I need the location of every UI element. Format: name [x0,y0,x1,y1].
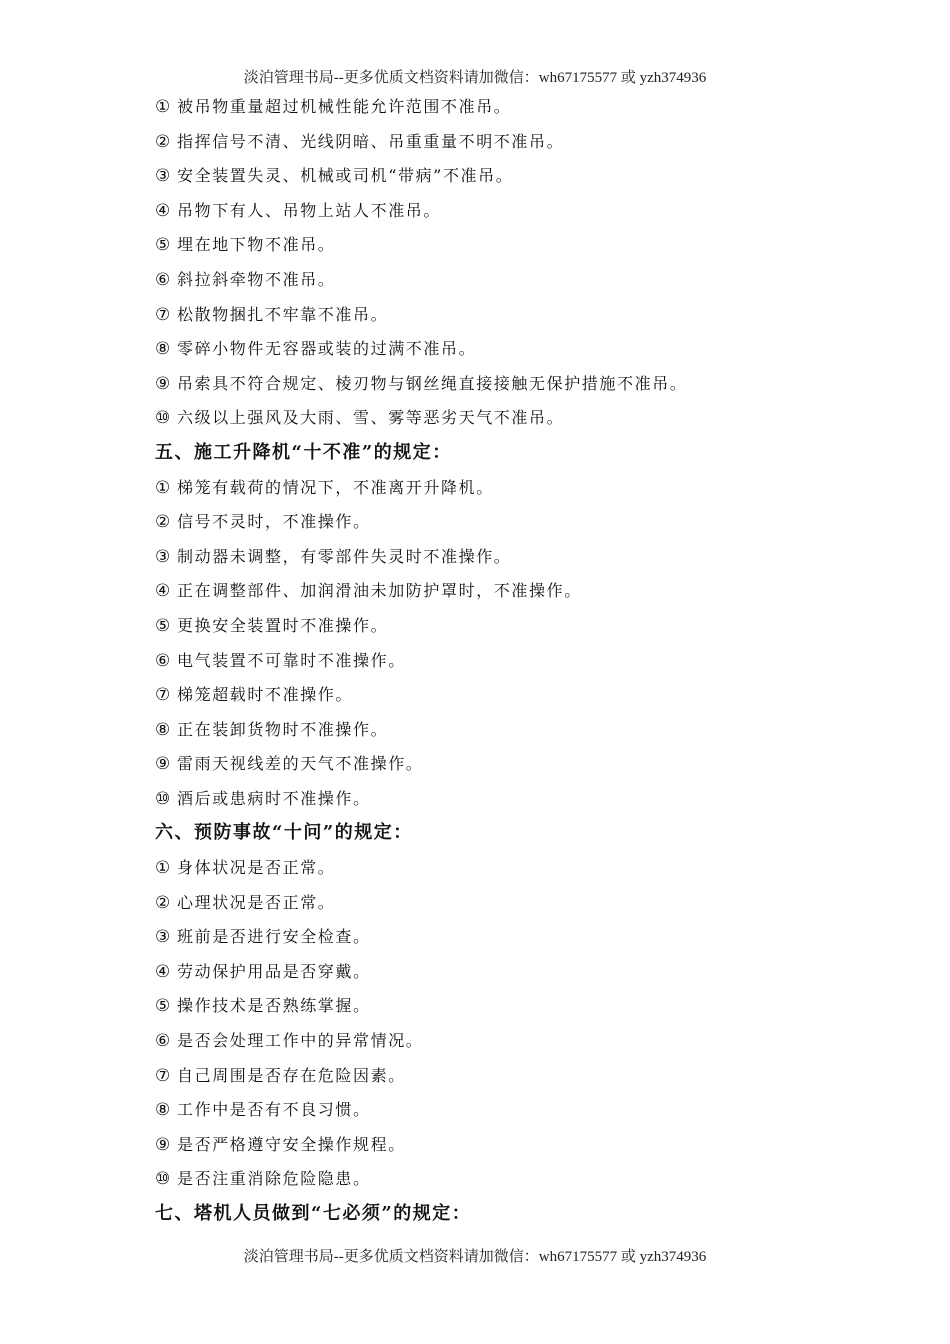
list-item [155,886,795,921]
item-text: 操作技术是否熟练掌握。 [177,996,371,1016]
item-text: 正在调整部件、加润滑油未加防护罩时，不准操作。 [177,581,582,601]
item-text: 吊物下有人、吊物上站人不准吊。 [177,200,442,220]
item-text: 班前是否进行安全检查。 [177,927,371,947]
item-text: 雷雨天视线差的天气不准操作。 [177,754,424,774]
list-item [155,332,795,367]
list-item [155,540,795,575]
item-text: 斜拉斜牵物不准吊。 [177,269,336,289]
item-number: ④ [155,581,171,602]
item-number: ⑤ [155,996,171,1017]
item-text: 指挥信号不清、光线阴暗、吊重重量不明不准吊。 [177,131,565,151]
item-number: ⑩ [155,788,171,809]
item-number: ③ [155,546,171,567]
section-6-heading: 六、预防事故“十问”的规定： [155,822,413,844]
item-text: 是否注重消除危险隐患。 [177,1169,371,1189]
item-text: 心理状况是否正常。 [177,892,336,912]
page-footer-watermark: 淡泊管理书局--更多优质文档资料请加微信：wh67175577 或 yzh374936 [243,1249,707,1265]
item-number: ⑩ [155,408,171,429]
item-text: 是否严格遵守安全操作规程。 [177,1134,406,1154]
list-item [155,851,795,886]
document-body [155,90,795,1232]
item-text: 安全装置失灵、机械或司机“带病”不准吊。 [177,166,514,186]
item-number: ② [155,512,171,533]
list-item [155,263,795,298]
list-item [155,505,795,540]
item-text: 是否会处理工作中的异常情况。 [177,1031,424,1051]
item-text: 酒后或患病时不准操作。 [177,788,371,808]
list-item [155,574,795,609]
item-number: ① [155,858,171,879]
item-text: 身体状况是否正常。 [177,858,336,878]
section-5-list [155,471,795,817]
item-number: ⑨ [155,1134,171,1155]
section-4-list [155,90,795,436]
list-item [155,955,795,990]
item-text: 梯笼超载时不准操作。 [177,685,354,705]
item-number: ① [155,477,171,498]
list-item [155,471,795,506]
page-header-watermark: 淡泊管理书局--更多优质文档资料请加微信：wh67175577 或 yzh374936 [243,70,707,86]
item-number: ⑤ [155,235,171,256]
item-text: 电气装置不可靠时不准操作。 [177,650,406,670]
list-item [155,298,795,333]
item-text: 梯笼有载荷的情况下，不准离开升降机。 [177,477,494,497]
item-number: ⑦ [155,1065,171,1086]
item-text: 正在装卸货物时不准操作。 [177,719,389,739]
list-item [155,678,795,713]
item-number: ⑥ [155,1031,171,1052]
item-number: ⑦ [155,304,171,325]
item-text: 被吊物重量超过机械性能允许范围不准吊。 [177,97,512,116]
item-number: ⑨ [155,373,171,394]
item-number: ⑨ [155,754,171,775]
item-text: 吊索具不符合规定、棱刃物与钢丝绳直接接触无保护措施不准吊。 [177,373,688,393]
item-number: ⑧ [155,1100,171,1121]
list-item [155,367,795,402]
list-item [155,1093,795,1128]
section-7-heading: 七、塔机人员做到“七必须”的规定： [155,1203,472,1224]
list-item [155,401,795,436]
item-text: 劳动保护用品是否穿戴。 [177,961,371,981]
item-text: 六级以上强风及大雨、雪、雾等恶劣天气不准吊。 [177,408,565,428]
list-item [155,747,795,782]
item-number: ⑤ [155,615,171,636]
item-number: ③ [155,166,171,187]
list-item [155,90,795,125]
item-number: ③ [155,927,171,948]
list-item [155,713,795,748]
item-text: 松散物捆扎不牢靠不准吊。 [177,304,389,324]
list-item [155,228,795,263]
item-number: ⑥ [155,269,171,290]
item-text: 工作中是否有不良习惯。 [177,1100,371,1120]
item-number: ⑦ [155,685,171,706]
item-number: ⑧ [155,719,171,740]
section-6-list [155,851,795,1197]
list-item [155,1128,795,1163]
item-text: 更换安全装置时不准操作。 [177,615,389,635]
list-item [155,989,795,1024]
section-5-heading: 五、施工升降机“十不准”的规定： [155,441,452,463]
item-number: ② [155,131,171,152]
list-item [155,782,795,817]
list-item [155,194,795,229]
item-text: 自己周围是否存在危险因素。 [177,1065,406,1085]
list-item [155,644,795,679]
item-number: ⑧ [155,339,171,360]
list-item [155,920,795,955]
item-number: ④ [155,200,171,221]
list-item [155,159,795,194]
item-number: ⑩ [155,1169,171,1190]
item-text: 信号不灵时，不准操作。 [177,512,371,532]
item-number: ② [155,892,171,913]
list-item [155,1162,795,1197]
item-text: 埋在地下物不准吊。 [177,235,336,255]
item-text: 制动器未调整，有零部件失灵时不准操作。 [177,546,512,566]
item-number: ① [155,97,171,117]
item-text: 零碎小物件无容器或装的过满不准吊。 [177,339,477,359]
item-number: ④ [155,961,171,982]
list-item [155,1059,795,1094]
list-item [155,1024,795,1059]
list-item [155,125,795,160]
list-item [155,609,795,644]
item-number: ⑥ [155,650,171,671]
